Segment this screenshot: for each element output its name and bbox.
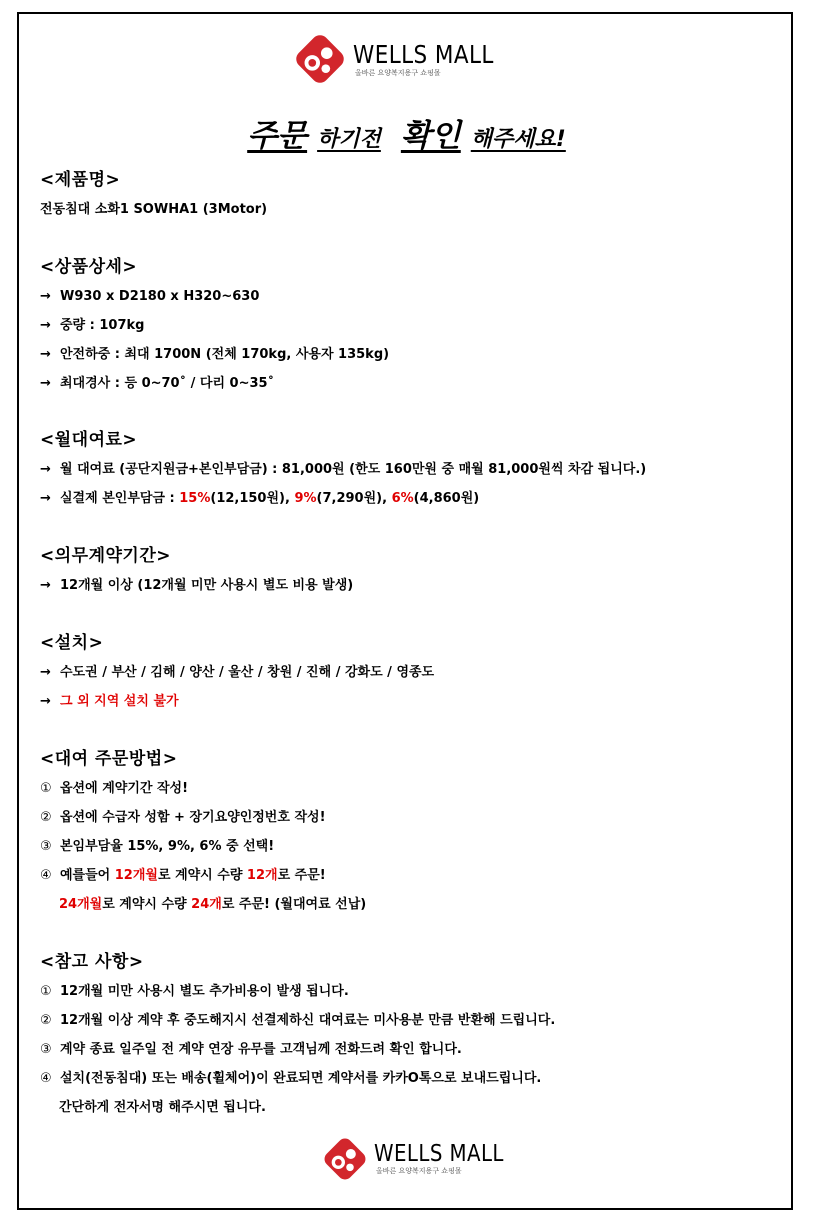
section-rent [40, 425, 780, 513]
arrow-icon: → [40, 289, 51, 304]
install-areas: → 수도권 / 부산 / 김해 / 양산 / 울산 / 창원 / 진해 / 강화도 / 영종도 [40, 658, 780, 687]
arrow-icon: → [40, 578, 51, 593]
section-title: <상품상세> [40, 257, 138, 277]
logo-tagline: 올바른 요양복지용구 쇼핑몰 [376, 1167, 462, 1175]
section-details [40, 252, 780, 398]
arrow-icon: → [40, 491, 51, 506]
page-headline [0, 110, 813, 155]
note-item-continued: 간단하게 전자서명 해주시면 됩니다. [59, 1100, 266, 1115]
note-item: ② 12개월 이상 계약 후 중도해지시 선결제하신 대여료는 미사용분 만큼 반환해 드립니다. [40, 1013, 556, 1028]
headline-part1: 주문 [247, 118, 308, 154]
note-item: ③ 계약 종료 일주일 전 계약 연장 유무를 고객님께 전화드려 확인 합니다. [40, 1042, 462, 1057]
wells-mall-logo-bottom [320, 1134, 525, 1184]
arrow-icon: → [40, 694, 51, 709]
order-step: ① 옵션에 계약기간 작성! [40, 781, 189, 796]
headline-part4: 해주세요! [470, 127, 566, 152]
section-title: <월대여료> [40, 430, 138, 450]
order-step: ③ 본임부담율 15%, 9%, 6% 중 선택! [40, 839, 275, 854]
detail-line: → W930 x D2180 x H320~630 [40, 282, 780, 311]
section-title: <참고 사항> [40, 952, 144, 972]
section-install [40, 628, 780, 716]
contract-line: → 12개월 이상 (12개월 미만 사용시 별도 비용 발생) [40, 571, 780, 600]
wells-mall-logo-top [291, 30, 517, 88]
section-product [40, 165, 780, 224]
arrow-icon: → [40, 318, 51, 333]
logo-name: WELLS MALL [353, 39, 494, 69]
copay-line: → 실결제 본인부담금 : 15%(12,150원), 9%(7,290원), 6%(4,860원) [40, 484, 780, 513]
detail-line: → 안전하중 : 최대 1700N (전체 170kg, 사용자 135kg) [40, 340, 780, 369]
section-title: <대여 주문방법> [40, 749, 178, 769]
logo-name: WELLS MALL [374, 1141, 504, 1167]
order-step: ④ 예를들어 12개월로 계약시 수량 12개로 주문! [40, 868, 326, 883]
detail-line: → 최대경사 : 등 0~70˚ / 다리 0~35˚ [40, 369, 780, 398]
product-name: 전동침대 소화1 SOWHA1 (3Motor) [40, 202, 268, 217]
detail-line: → 중량 : 107kg [40, 311, 780, 340]
logo-tagline: 올바른 요양복지용구 쇼핑몰 [355, 68, 441, 77]
arrow-icon: → [40, 376, 51, 391]
section-notes [40, 947, 780, 1122]
order-step-continued: 24개월로 계약시 수량 24개로 주문! (월대여료 선납) [59, 897, 367, 912]
section-contract [40, 541, 780, 600]
section-title: <설치> [40, 633, 104, 653]
logo-mark-icon [320, 1134, 370, 1184]
rent-line: → 월 대여료 (공단지원금+본인부담금) : 81,000원 (한도 160만원 중 매월 81,000원씩 차감 됩니다.) [40, 455, 780, 484]
section-title: <제품명> [40, 170, 121, 190]
arrow-icon: → [40, 665, 51, 680]
arrow-icon: → [40, 462, 51, 477]
order-step: ② 옵션에 수급자 성함 + 장기요양인정번호 작성! [40, 810, 326, 825]
note-item: ④ 설치(전동침대) 또는 배송(휠체어)이 완료되면 계약서를 카카O톡으로 보내드립니다. [40, 1071, 542, 1086]
headline-part2: 하기전 [317, 127, 381, 152]
note-item: ① 12개월 미만 사용시 별도 추가비용이 발생 됩니다. [40, 984, 349, 999]
arrow-icon: → [40, 347, 51, 362]
section-title: <의무계약기간> [40, 546, 172, 566]
logo-mark-icon [291, 30, 349, 88]
section-order [40, 744, 780, 919]
install-restriction: → 그 외 지역 설치 불가 [40, 687, 780, 716]
headline-part3: 확인 [400, 118, 461, 154]
